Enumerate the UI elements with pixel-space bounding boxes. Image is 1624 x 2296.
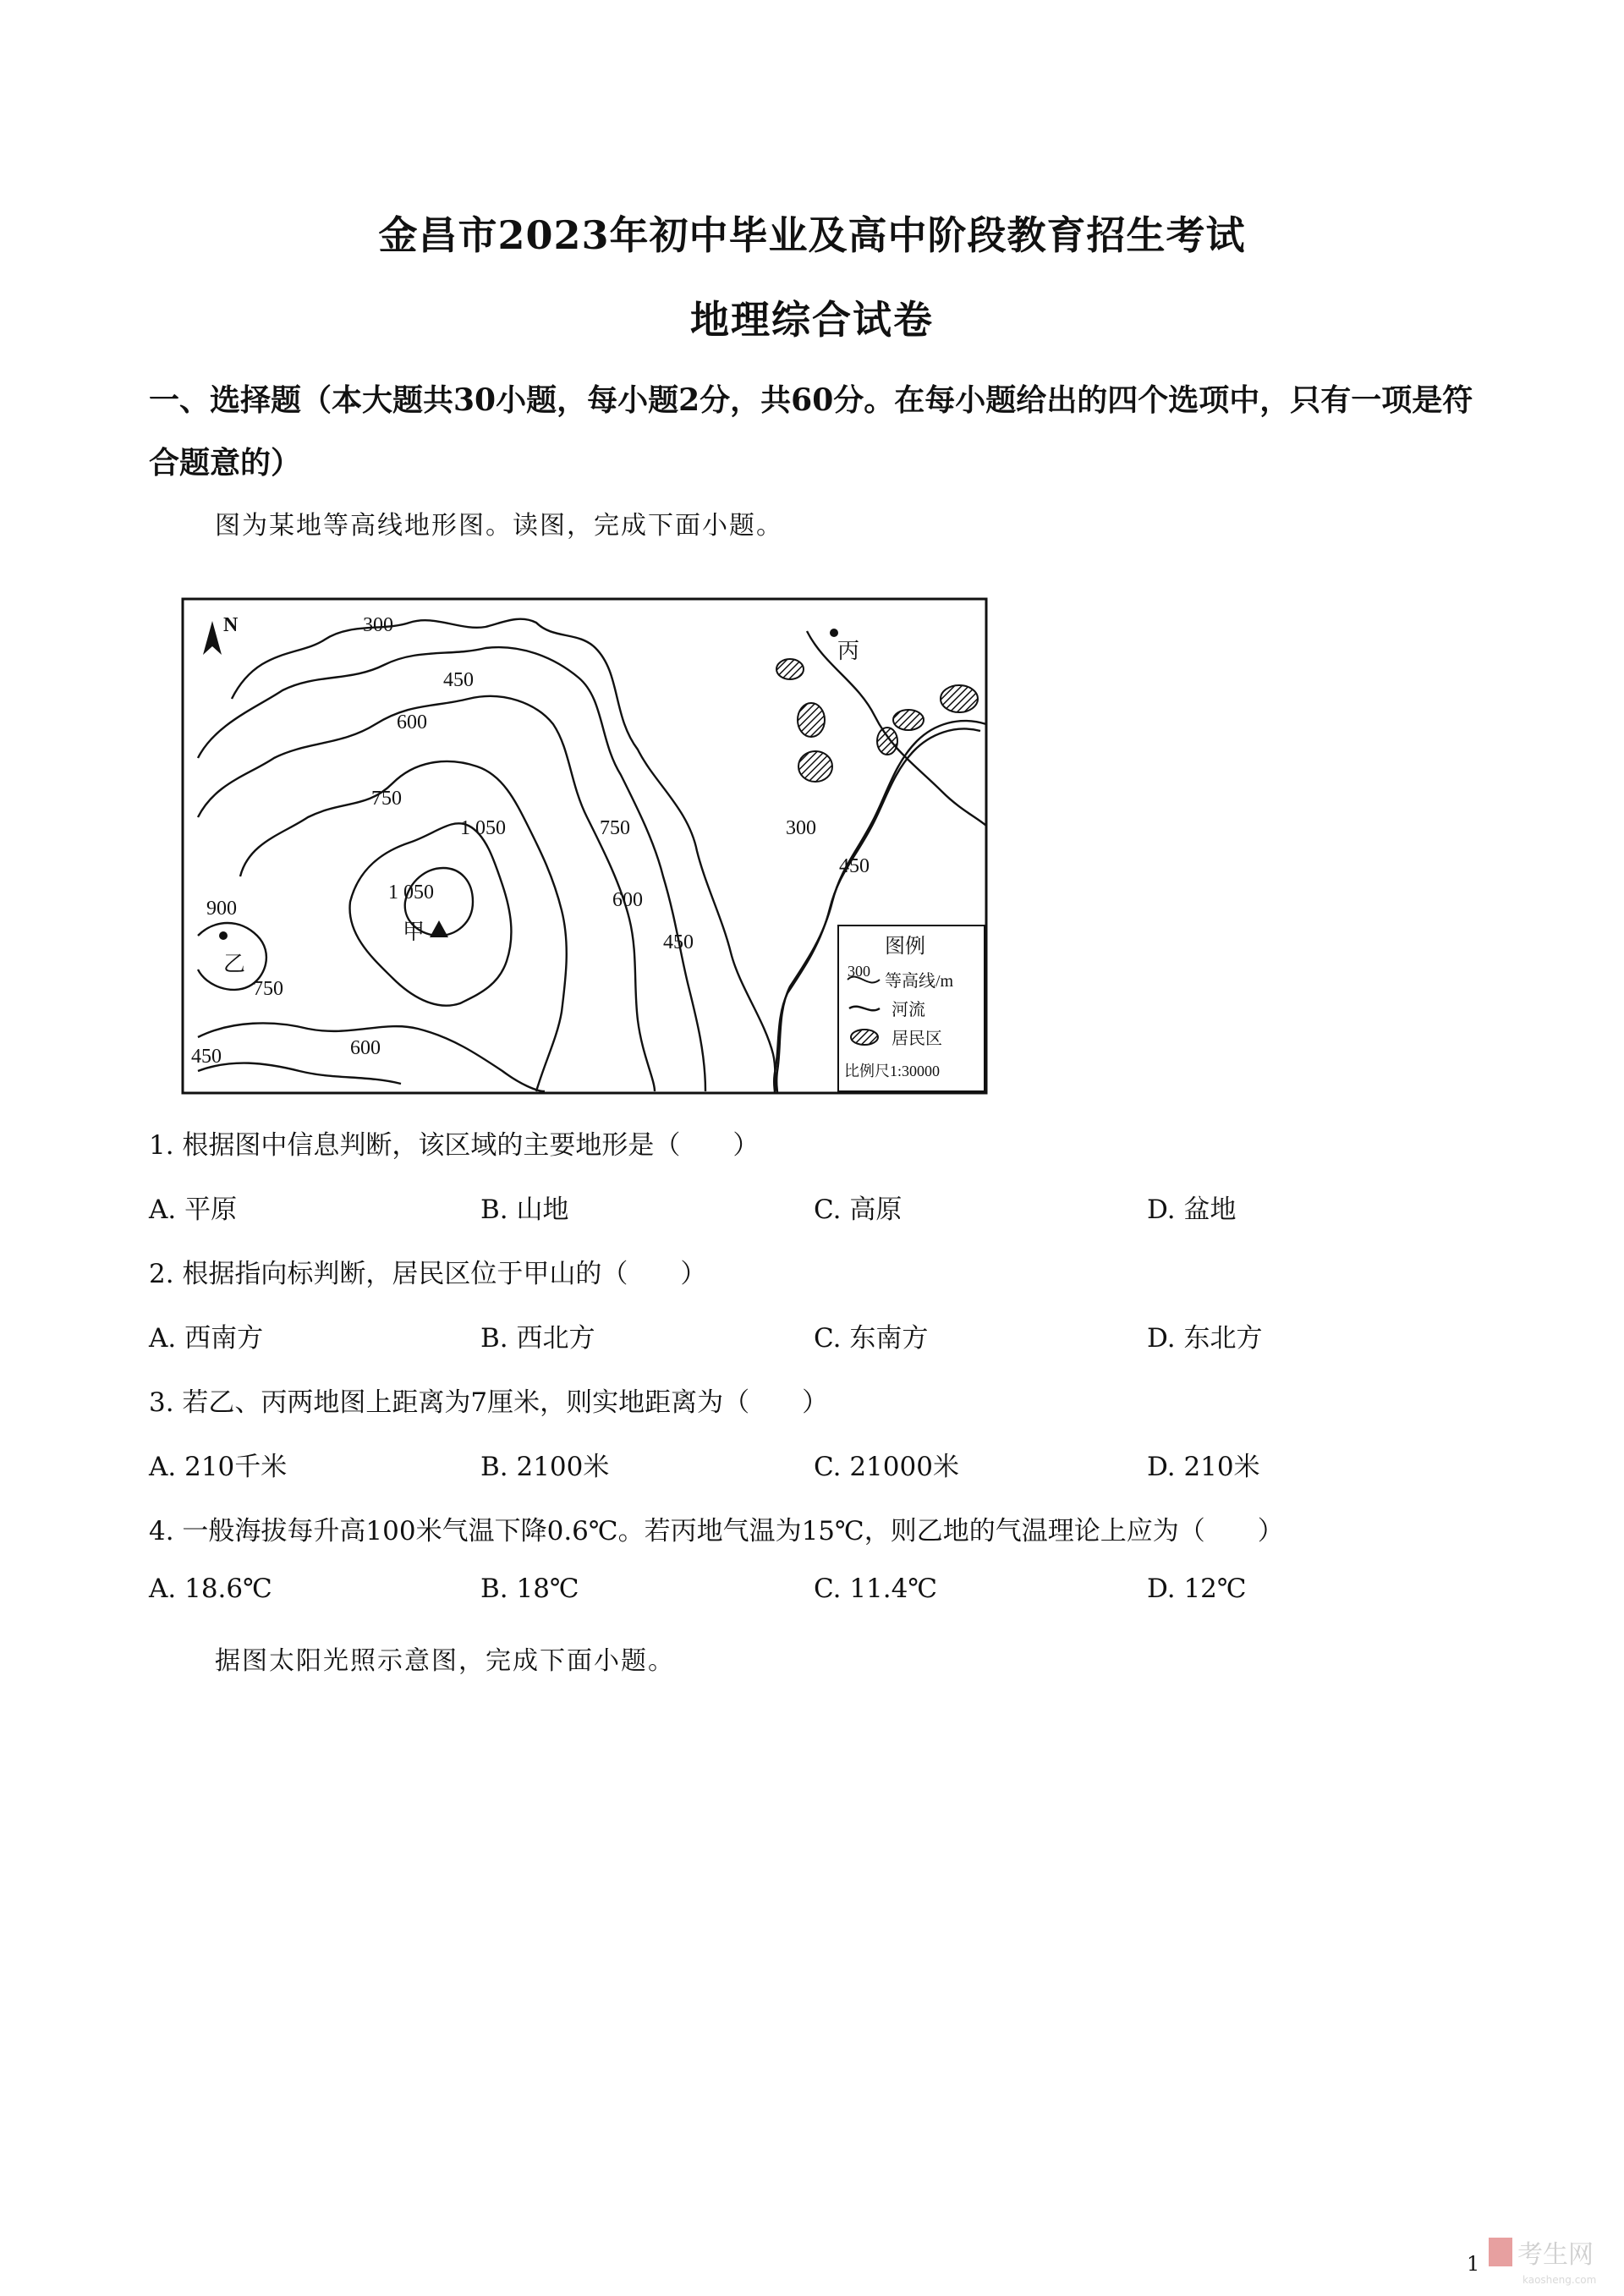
exam-title: 金昌市2023年初中毕业及高中阶段教育招生考试 bbox=[378, 212, 1246, 258]
north-label: N bbox=[223, 614, 239, 636]
watermark-logo-icon bbox=[1489, 2238, 1512, 2266]
contour-label: 600 bbox=[350, 1037, 381, 1059]
q3-option-c[interactable]: C. 21000米 bbox=[814, 1452, 959, 1482]
contour-label: 900 bbox=[206, 898, 237, 920]
intro-text-1: 图为某地等高线地形图。读图，完成下面小题。 bbox=[215, 511, 783, 541]
q2-option-d[interactable]: D. 东北方 bbox=[1147, 1323, 1263, 1354]
legend-settlement: 居民区 bbox=[892, 1030, 942, 1048]
legend-title: 图例 bbox=[885, 936, 925, 958]
question-2: 2. 根据指向标判断，居民区位于甲山的（ ） bbox=[149, 1259, 707, 1289]
q1-option-b[interactable]: B. 山地 bbox=[480, 1195, 569, 1225]
contour-label: 750 bbox=[371, 788, 402, 810]
question-1: 1. 根据图中信息判断，该区域的主要地形是（ ） bbox=[149, 1130, 760, 1161]
q3-option-d[interactable]: D. 210米 bbox=[1147, 1452, 1260, 1482]
place-jia: 甲 bbox=[403, 920, 425, 944]
contour-label: 600 bbox=[397, 711, 427, 733]
legend-scale: 比例尺1:30000 bbox=[844, 1063, 941, 1079]
point-bing-icon bbox=[830, 629, 838, 637]
q1-option-a[interactable]: A. 平原 bbox=[149, 1195, 238, 1225]
legend-river: 河流 bbox=[892, 1001, 925, 1019]
contour-label: 450 bbox=[443, 669, 474, 691]
q2-option-b[interactable]: B. 西北方 bbox=[480, 1323, 595, 1354]
place-yi: 乙 bbox=[223, 952, 246, 976]
question-3: 3. 若乙、丙两地图上距离为7厘米，则实地距离为（ ） bbox=[149, 1387, 829, 1418]
contour-label: 450 bbox=[839, 855, 870, 877]
question-4: 4. 一般海拔每升高100米气温下降0.6℃。若丙地气温为15℃，则乙地的气温理论上应为（ ） bbox=[149, 1516, 1284, 1546]
q2-option-a[interactable]: A. 西南方 bbox=[149, 1323, 264, 1354]
page-number: 1 bbox=[1467, 2252, 1480, 2276]
watermark-text: 考生网 bbox=[1517, 2240, 1594, 2270]
exam-subtitle: 地理综合试卷 bbox=[690, 297, 934, 343]
legend-contour-value: 300 bbox=[848, 963, 870, 980]
contour-label: 300 bbox=[786, 817, 816, 839]
map-legend bbox=[838, 926, 985, 1091]
q4-option-b[interactable]: B. 18℃ bbox=[480, 1574, 579, 1604]
intro-text-2: 据图太阳光照示意图，完成下面小题。 bbox=[215, 1646, 675, 1676]
watermark-subtext: kaosheng.com bbox=[1522, 2274, 1597, 2286]
contour-label: 450 bbox=[663, 931, 694, 953]
q3-option-a[interactable]: A. 210千米 bbox=[149, 1452, 288, 1482]
q3-option-b[interactable]: B. 2100米 bbox=[480, 1452, 610, 1482]
q1-option-c[interactable]: C. 高原 bbox=[814, 1195, 903, 1225]
contour-label: 750 bbox=[253, 978, 283, 1000]
contour-label: 300 bbox=[363, 614, 393, 636]
contour-label: 750 bbox=[600, 817, 630, 839]
contour-map bbox=[181, 597, 990, 1096]
q4-option-a[interactable]: A. 18.6℃ bbox=[149, 1574, 272, 1604]
point-yi-icon bbox=[219, 931, 228, 940]
contour-label: 1 050 bbox=[388, 882, 434, 904]
q1-option-d[interactable]: D. 盆地 bbox=[1147, 1195, 1237, 1225]
legend-contour: 等高线/m bbox=[885, 972, 954, 991]
contour-label: 1 050 bbox=[460, 817, 506, 839]
place-bing: 丙 bbox=[837, 639, 860, 663]
contour-label: 600 bbox=[612, 889, 643, 911]
contour-label: 450 bbox=[191, 1046, 222, 1068]
q2-option-c[interactable]: C. 东南方 bbox=[814, 1323, 929, 1354]
q4-option-c[interactable]: C. 11.4℃ bbox=[814, 1574, 938, 1604]
section-heading: 一、选择题（本大题共30小题，每小题2分，共60分。在每小题给出的四个选项中，只有一项是符合题意的） bbox=[149, 382, 1473, 481]
q4-option-d[interactable]: D. 12℃ bbox=[1147, 1574, 1247, 1604]
watermark bbox=[1489, 2233, 1594, 2271]
